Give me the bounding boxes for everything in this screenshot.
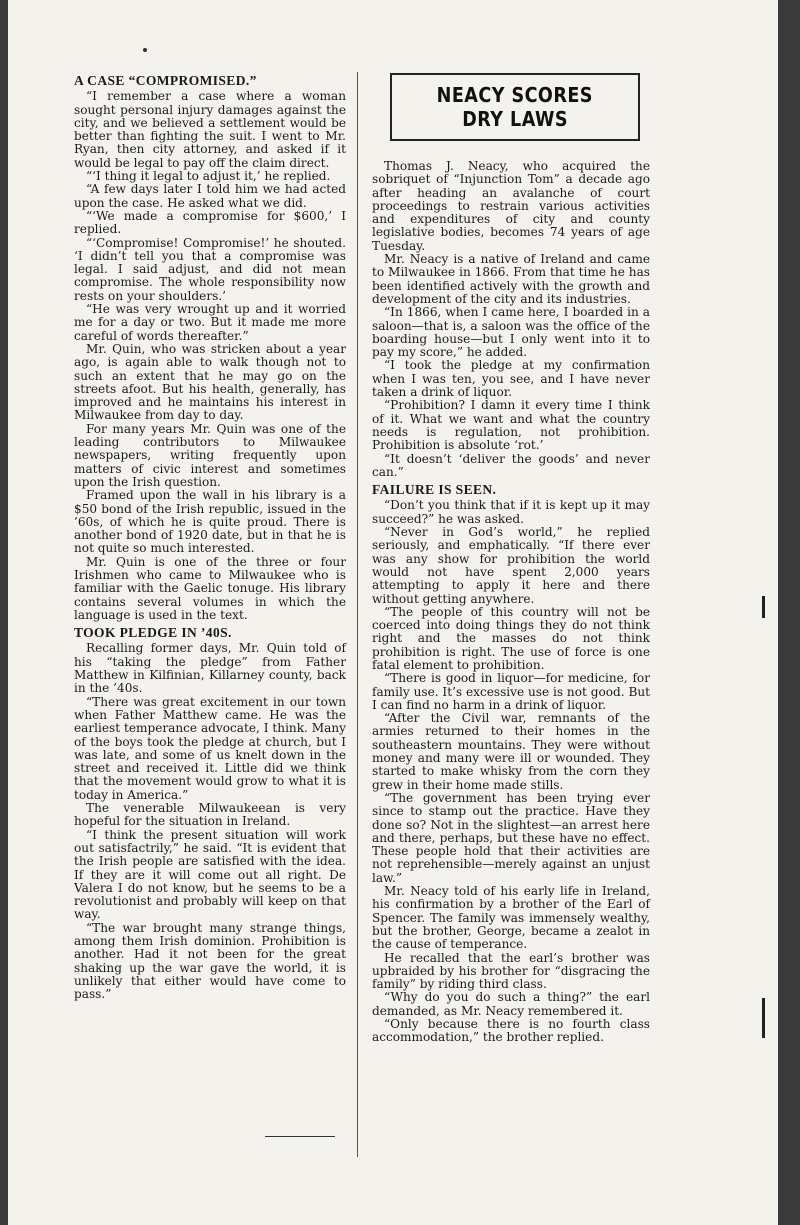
edge-mark (762, 998, 765, 1038)
paragraph: Mr. Quin, who was stricken about a year ago, is again able to walk though not to such an extent that he may go on the streets afoot. But his health, generally, has improved and he maintains his interest in Milwaukee from day to day. (74, 341, 346, 423)
paragraph: “It doesn’t ‘deliver the goods’ and never can.” (372, 451, 650, 479)
paragraph: For many years Mr. Quin was one of the leading contributors to Milwaukee newspapers, writing frequently upon matters of civic interest and sometimes upon the Irish question. (74, 421, 346, 489)
paragraph: Mr. Neacy is a native of Ireland and came to Milwaukee in 1866. From that time he has been identified actively with the growth and development of the city and its industries. (372, 252, 650, 306)
paragraph: “There was great excitement in our town when Father Matthew came. He was the earliest temperance advocate, I think. Many of the boys took the pledge at church, but I was late, and some of us knelt down in the street and received it. Little did we think that the movement would grow to what it is today in America.” (74, 694, 346, 802)
paragraph: Mr. Quin is one of the three or four Irishmen who came to Milwaukee who is familiar with the Gaelic tonuge. His library contains several volumes in which the language is used in the text. (74, 554, 346, 622)
paragraph: “I remember a case where a woman sought personal injury damages against the city, and we believed a settlement would be better than fighting the suit. I went to Mr. Ryan, then city attorney, and asked if it would be legal to pay off the claim direct. (74, 89, 346, 170)
paragraph: He recalled that the earl’s brother was upbraided by his brother for “disgracing the family” by riding third class. (372, 950, 650, 992)
paragraph: “After the Civil war, remnants of the armies returned to their homes in the southeastern mountains. They were without money and many were ill or wounded. They started to make whisky from the corn they grew in their home made stills. (372, 711, 650, 792)
subhead-failure-is-seen: FAILURE IS SEEN. (372, 482, 497, 498)
ink-speck (143, 48, 147, 52)
paragraph: “The war brought many strange things, among them Irish dominion. Prohibition is another. Had it not been for the great shaking up the war gave the world, it is unlikely that either would have come to pass.” (74, 920, 346, 1002)
subhead-case-compromised: A CASE “COMPROMISED.” (74, 73, 257, 88)
paragraph: Mr. Neacy told of his early life in Ireland, his confirmation by a brother of the Earl of Spencer. The family was immensely wealthy, but the brother, George, became a zealot in the cause of temperance. (372, 884, 650, 952)
paragraph: “Why do you do such a thing?” the earl demanded, as Mr. Neacy remembered it. (372, 990, 650, 1018)
column-rule (357, 72, 358, 1157)
paragraph: “In 1866, when I came here, I boarded in a saloon—that is, a saloon was the office of the boarding house—but I only went into it to pay my score,” he added. (372, 305, 650, 360)
paragraph: “The people of this country will not be coerced into doing things they do not think right and the masses do not think prohibition is right. The use of force is one fatal element to prohibition. (372, 604, 650, 672)
left-column (74, 70, 346, 1001)
paragraph: “I think the present situation will work out satisfactrily,” he said. “It is evident that the Irish people are satisfied with the idea. If they are it will come out all right. De Valera I do not know, but he seems to be a revolutionist and probably will keep on that way. (74, 827, 346, 922)
end-rule (265, 1136, 335, 1137)
paragraph: “Only because there is no fourth class accommodation,” the brother replied. (372, 1017, 650, 1045)
paragraph: “A few days later I told him we had acted upon the case. He asked what we did. (74, 182, 346, 210)
paragraph: “Don’t you think that if it is kept up it may succeed?” he was asked. (372, 498, 650, 526)
paragraph: “‘I thing it legal to adjust it,’ he replied. (86, 169, 331, 184)
paragraph: “‘Compromise! Compromise!’ he shouted. ‘I didn’t tell you that a compromise was legal. I said adjust, and did not mean compromise. The whole responsibility now rests on your shoulders.’ (74, 235, 346, 303)
headline-line-2: DRY LAWS (462, 107, 568, 131)
paragraph: Thomas J. Neacy, who acquired the sobriquet of “Injunction Tom” a decade ago after heading an avalanche of court proceedings to restrain various activities and expenditures of city and county legislative bodies, becomes 74 years of age Tuesday. (372, 159, 650, 253)
paragraph: “‘We made a compromise for $600,’ I replied. (74, 208, 346, 237)
headline-line-1: NEACY SCORES (436, 83, 594, 107)
right-column (372, 160, 650, 1045)
paragraph: The venerable Milwaukeean is very hopeful for the situation in Ireland. (74, 801, 346, 829)
paragraph: “I took the pledge at my confirmation when I was ten, you see, and I have never taken a drink of liquor. (372, 358, 650, 400)
paragraph: “Never in God’s world,” he replied seriously, and emphatically. “If there ever was any show for prohibition the world would not have spent 2,000 years attempting to apply it here and there without getting anywhere. (372, 525, 650, 606)
paragraph: “Prohibition? I damn it every time I think of it. What we want and what the country needs is regulation, not prohibition. Prohibition is absolute ‘rot.’ (372, 398, 650, 453)
headline-box (390, 73, 640, 141)
paragraph: “There is good in liquor—for medicine, for family use. It’s excessive use is not good. But I can find no harm in a drink of liquor. (372, 671, 650, 712)
edge-mark (762, 596, 765, 618)
paragraph: “He was very wrought up and it worried me for a day or two. But it made me more careful of words thereafter.” (74, 302, 346, 343)
subhead-took-pledge: TOOK PLEDGE IN ’40S. (74, 625, 232, 641)
paragraph: “The government has been trying ever since to stamp out the practice. Have they done so? Not in the slightest—an arrest here and there, perhaps, but these have no effect. These people hold that their activities are not reprehensible—merely against an unjust law.” (372, 790, 650, 885)
paragraph: Framed upon the wall in his library is a $50 bond of the Irish republic, issued in the ’60s, of which he is quite proud. There is another bond of 1920 date, but in that he is not quite so much interested. (74, 488, 346, 556)
paragraph: Recalling former days, Mr. Quin told of his “taking the pledge” from Father Matthew in Kilfinian, Killarney county, back in the ’40s. (74, 641, 346, 696)
